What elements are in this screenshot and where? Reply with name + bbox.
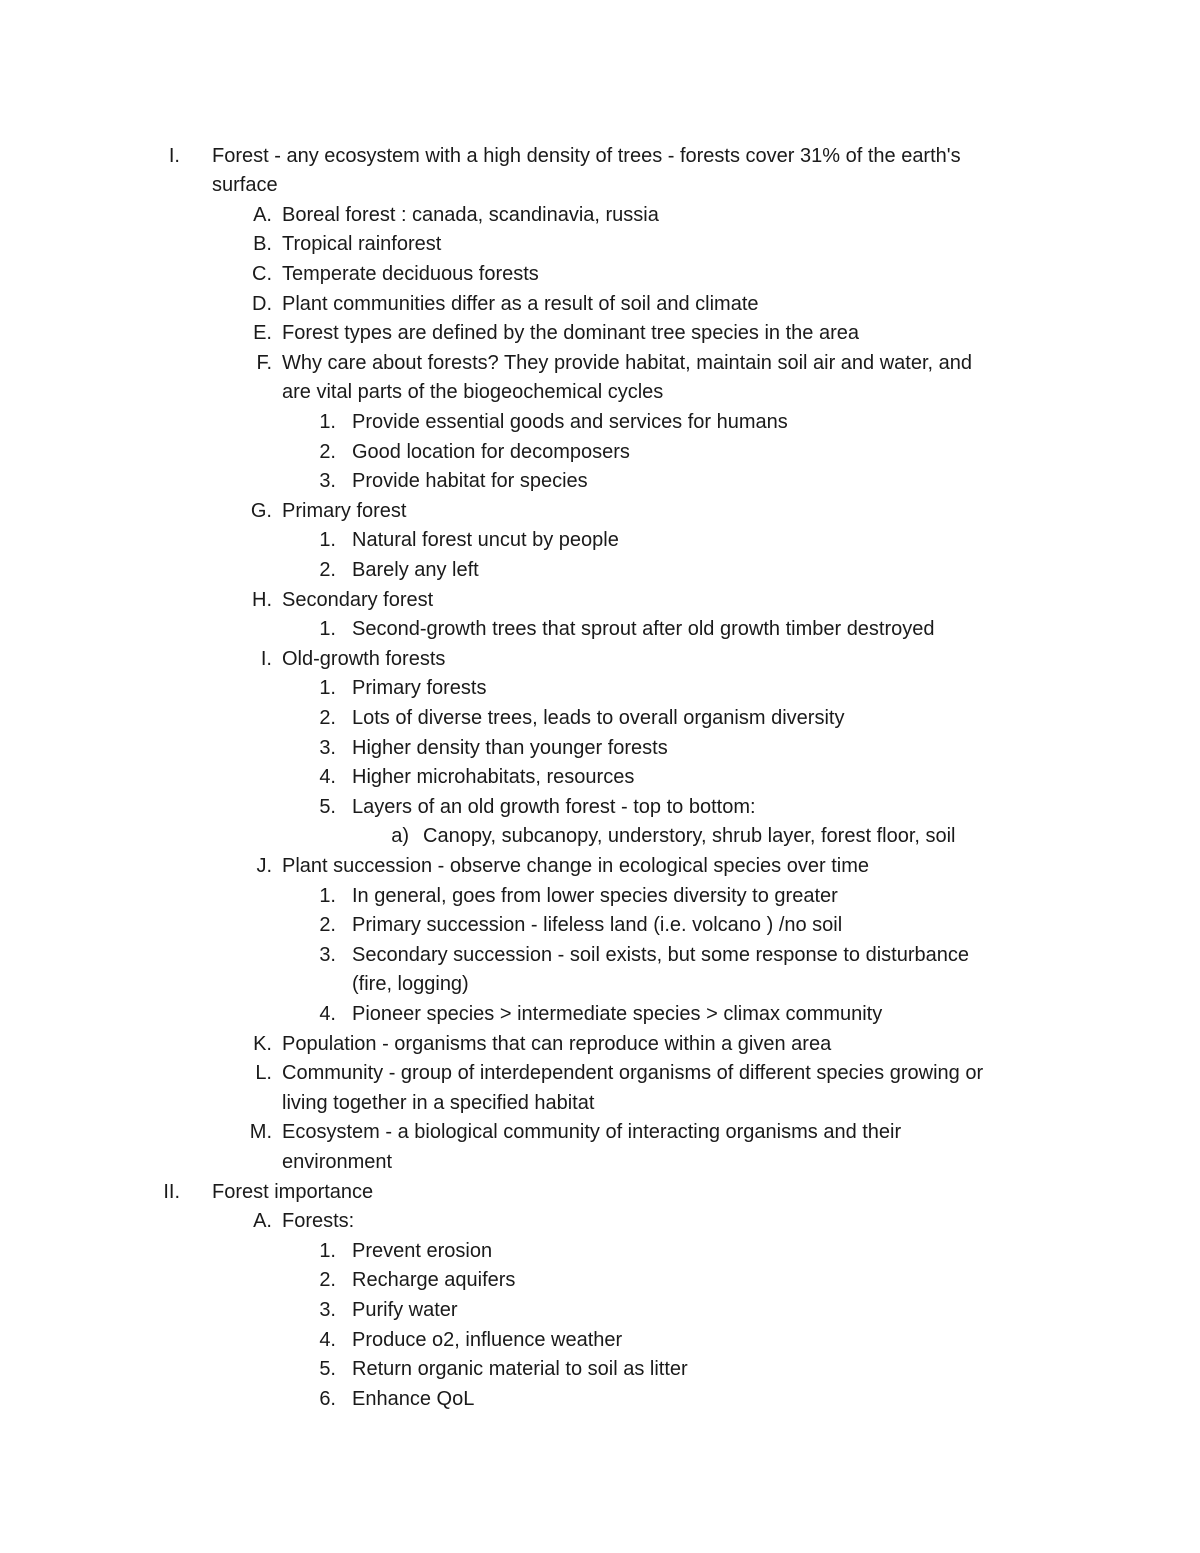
outline-line-level-3 xyxy=(0,674,1200,704)
outline-marker: B. xyxy=(253,233,272,256)
outline-text: Pioneer species > intermediate species > climax community xyxy=(352,1002,883,1025)
outline-line-level-1 xyxy=(0,171,1200,201)
outline-line-level-2 xyxy=(0,586,1200,616)
outline-marker: A. xyxy=(253,1210,272,1233)
outline-marker: 3. xyxy=(319,470,336,493)
outline-line-level-2 xyxy=(0,1207,1200,1237)
outline-text: Old-growth forests xyxy=(282,647,446,670)
outline-line-level-2 xyxy=(0,1118,1200,1148)
outline-line-level-3 xyxy=(0,615,1200,645)
outline-line-level-3 xyxy=(0,467,1200,497)
outline-line-level-3 xyxy=(0,1385,1200,1415)
outline-line-level-3 xyxy=(0,882,1200,912)
outline-line-level-3 xyxy=(0,970,1200,1000)
outline-marker: 2. xyxy=(319,914,336,937)
outline-text: Natural forest uncut by people xyxy=(352,529,619,552)
outline-marker: H. xyxy=(252,588,272,611)
outline-marker: A. xyxy=(253,203,272,226)
outline-line-level-3 xyxy=(0,1237,1200,1267)
outline-marker: E. xyxy=(253,322,272,345)
outline-marker: 4. xyxy=(319,1328,336,1351)
outline-marker: 3. xyxy=(319,1298,336,1321)
outline-marker: 6. xyxy=(319,1387,336,1410)
outline-text: Layers of an old growth forest - top to bottom: xyxy=(352,795,756,818)
outline-marker: 1. xyxy=(319,677,336,700)
outline-text: Population - organisms that can reproduce within a given area xyxy=(282,1032,832,1055)
outline-text: Temperate deciduous forests xyxy=(282,262,539,285)
outline-line-level-2 xyxy=(0,1030,1200,1060)
outline-line-level-3 xyxy=(0,1296,1200,1326)
outline-marker: 1. xyxy=(319,410,336,433)
outline-marker: 1. xyxy=(319,618,336,641)
outline-marker: D. xyxy=(252,292,272,315)
outline-line-level-3 xyxy=(0,526,1200,556)
outline-marker: 4. xyxy=(319,766,336,789)
outline-text: Lots of diverse trees, leads to overall organism diversity xyxy=(352,706,845,729)
outline-line-level-2 xyxy=(0,201,1200,231)
outline-marker: M. xyxy=(249,1121,272,1144)
outline-marker: 2. xyxy=(319,440,336,463)
outline-line-level-3 xyxy=(0,704,1200,734)
outline-line-level-2 xyxy=(0,497,1200,527)
outline-text: Why care about forests? They provide habitat, maintain soil air and water, and xyxy=(282,351,973,374)
outline-marker: 2. xyxy=(319,558,336,581)
outline-line-level-1 xyxy=(0,142,1200,172)
outline-line-level-3 xyxy=(0,1355,1200,1385)
outline-marker: 1. xyxy=(319,884,336,907)
outline-text: Recharge aquifers xyxy=(352,1269,516,1292)
outline-text: Plant succession - observe change in ecological species over time xyxy=(282,854,869,877)
outline-line-level-2 xyxy=(0,645,1200,675)
outline-text: Produce o2, influence weather xyxy=(352,1328,623,1351)
outline-text: Forests: xyxy=(282,1210,355,1233)
outline-text: are vital parts of the biogeochemical cycles xyxy=(282,381,664,404)
outline-text: Forest types are defined by the dominant tree species in the area xyxy=(282,322,860,345)
outline-line-level-3 xyxy=(0,1000,1200,1030)
outline-line-level-3 xyxy=(0,763,1200,793)
outline-line-level-4 xyxy=(0,822,1200,852)
outline-line-level-2 xyxy=(0,349,1200,379)
outline-line-level-3 xyxy=(0,911,1200,941)
outline-text: Forest importance xyxy=(212,1180,374,1203)
outline-line-level-2 xyxy=(0,319,1200,349)
outline-line-level-3 xyxy=(0,556,1200,586)
outline-marker: 2. xyxy=(319,1269,336,1292)
outline-text: Boreal forest : canada, scandinavia, russia xyxy=(282,203,659,226)
outline-line-level-3 xyxy=(0,941,1200,971)
outline-text: In general, goes from lower species diversity to greater xyxy=(352,884,838,907)
outline-line-level-2 xyxy=(0,260,1200,290)
outline-line-level-3 xyxy=(0,734,1200,764)
outline-text: Higher microhabitats, resources xyxy=(352,766,635,789)
outline-text: Primary succession - lifeless land (i.e. volcano ) /no soil xyxy=(352,914,843,937)
outline-text: Forest - any ecosystem with a high density of trees - forests cover 31% of the earth's xyxy=(212,144,961,167)
outline-text: Prevent erosion xyxy=(352,1239,493,1262)
outline-text: Good location for decomposers xyxy=(352,440,630,463)
outline-line-level-3 xyxy=(0,438,1200,468)
outline-text: Secondary succession - soil exists, but some response to disturbance xyxy=(352,943,969,966)
outline-text: Enhance QoL xyxy=(352,1387,475,1410)
outline-text: Barely any left xyxy=(352,558,479,581)
outline-text: Purify water xyxy=(352,1298,458,1321)
outline-line-level-3 xyxy=(0,408,1200,438)
outline-line-level-3 xyxy=(0,1326,1200,1356)
outline-text: Secondary forest xyxy=(282,588,434,611)
outline-marker: J. xyxy=(256,854,272,877)
outline-line-level-2 xyxy=(0,1089,1200,1119)
outline-marker: a) xyxy=(391,825,409,848)
outline-marker: 3. xyxy=(319,736,336,759)
outline-text: environment xyxy=(282,1150,393,1173)
outline-text: Tropical rainforest xyxy=(282,233,442,256)
outline-text: Plant communities differ as a result of soil and climate xyxy=(282,292,759,315)
outline-line-level-2 xyxy=(0,852,1200,882)
outline-text: Canopy, subcanopy, understory, shrub layer, forest floor, soil xyxy=(423,825,956,848)
outline-marker: 1. xyxy=(319,1239,336,1262)
outline-text: Return organic material to soil as litter xyxy=(352,1358,688,1381)
outline-marker: 2. xyxy=(319,706,336,729)
outline-text: Ecosystem - a biological community of interacting organisms and their xyxy=(282,1121,902,1144)
outline-text: Community - group of interdependent organisms of different species growing or xyxy=(282,1062,984,1085)
outline-marker: 5. xyxy=(319,795,336,818)
outline-text: Primary forest xyxy=(282,499,407,522)
outline-line-level-3 xyxy=(0,1266,1200,1296)
outline-line-level-3 xyxy=(0,793,1200,823)
outline-line-level-2 xyxy=(0,290,1200,320)
outline-marker: I. xyxy=(260,647,272,670)
outline-marker: 5. xyxy=(319,1358,336,1381)
outline-marker: 3. xyxy=(319,943,336,966)
outline-text: living together in a specified habitat xyxy=(282,1091,595,1114)
outline-line-level-2 xyxy=(0,1059,1200,1089)
outline-marker: K. xyxy=(253,1032,272,1055)
outline-marker: C. xyxy=(252,262,272,285)
outline-marker: L. xyxy=(255,1062,272,1085)
outline-marker: II. xyxy=(163,1180,180,1203)
outline-marker: 1. xyxy=(319,529,336,552)
outline-text: surface xyxy=(212,174,278,197)
outline-text: Second-growth trees that sprout after old growth timber destroyed xyxy=(352,618,935,641)
outline-text: (fire, logging) xyxy=(352,973,469,996)
outline-marker: 4. xyxy=(319,1002,336,1025)
outline-marker: F. xyxy=(256,351,272,374)
outline-text: Provide habitat for species xyxy=(352,470,588,493)
outline-marker: G. xyxy=(250,499,272,522)
outline-text: Higher density than younger forests xyxy=(352,736,668,759)
outline-line-level-2 xyxy=(0,1148,1200,1178)
outline-text: Primary forests xyxy=(352,677,487,700)
outline-line-level-2 xyxy=(0,378,1200,408)
outline-line-level-2 xyxy=(0,230,1200,260)
outline-line-level-1 xyxy=(0,1178,1200,1208)
outline-marker: I. xyxy=(168,144,180,167)
outline-text: Provide essential goods and services for humans xyxy=(352,410,788,433)
